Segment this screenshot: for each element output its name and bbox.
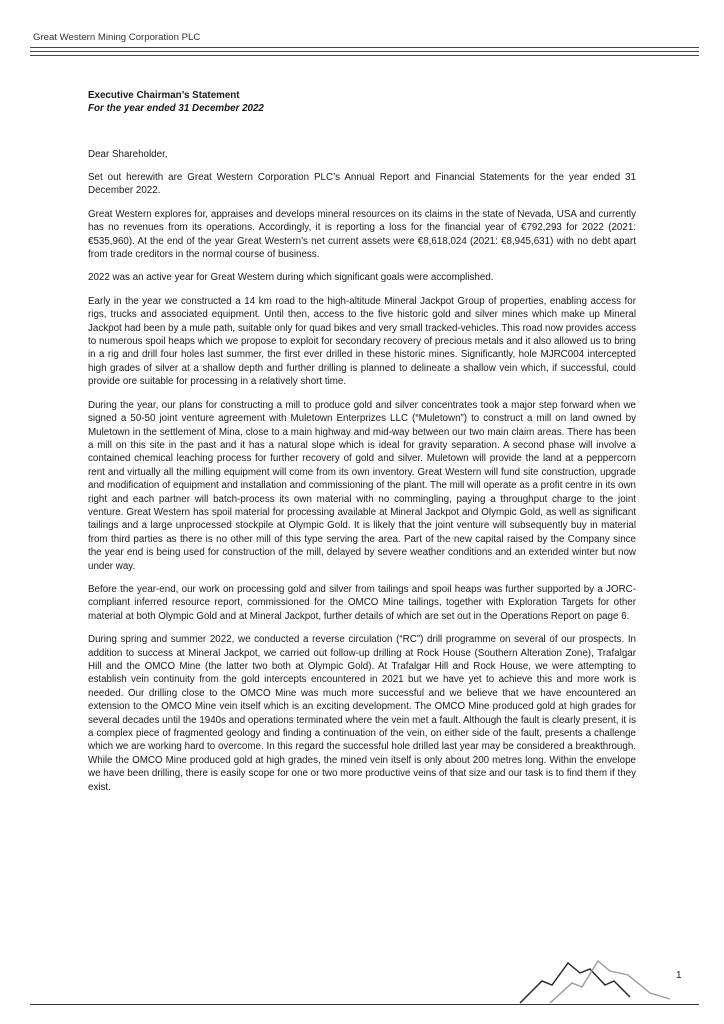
footer-rule xyxy=(30,1004,699,1005)
paragraph: Early in the year we constructed a 14 km road to the high-altitude Mineral Jackpot Group of properties, enabling access for rigs, trucks and associated equipment. Until then, access to the five historic gold and silver mines which make up Mineral Jackpot had been by a mule path, suitable only for quad bikes and very small tracked-vehicles. This road now provides access to numerous spoil heaps which we propose to exploit for secondary recovery of precious metals and it also allowed us to bring in a rig and drill four holes last summer, the first ever drilled in these historic mines. Significantly, hole MJRC004 intercepted high grades of silver at a shallow depth and further drilling is planned to delineate a shallow vein which, if successful, could provide ore suitable for processing in a relatively short time. xyxy=(88,295,636,388)
mountain-logo-icon xyxy=(510,955,700,1007)
statement-title: Executive Chairman’s Statement xyxy=(88,90,240,101)
header-rule-2 xyxy=(30,51,699,52)
salutation: Dear Shareholder, xyxy=(88,149,168,160)
statement-body xyxy=(88,89,636,794)
paragraph: During the year, our plans for constructing a mill to produce gold and silver concentrates took a major step forward when we signed a 50-50 joint venture agreement with Muletown Enterprizes LLC (“Muletown”) to construct a mill on land owned by Muletown in the settlement of Mina, close to a main highway and mid-way between our two main claim areas. There has been a mill on this site in the past and it has a natural slope which is ideal for gravity separation. A second phase will involve a contained chemical leaching process for further recovery of gold and silver. Muletown will provide the land at a peppercorn rent and virtually all the milling equipment will come from its own inventory. Great Western will fund site construction, upgrade and modification of equipment and installation and commissioning of the plant. The mill will operate as a profit centre in its own right and each partner will batch-process its own material with no commingling, paying a throughput charge to the joint venture. Great Western has spoil material for processing available at Mineral Jackpot and Olympic Gold, as well as significant tailings and a large unprocessed stockpile at Olympic Gold. It is likely that the joint venture will subsequently buy in material from third parties as there is no other mill of this type serving the area. Part of the new capital raised by the Company since the year end is being used for construction of the mill, delayed by severe weather conditions and an extended winter but now under way. xyxy=(88,399,636,572)
paragraph: Set out herewith are Great Western Corporation PLC’s Annual Report and Financial Statements for the year ended 31 December 2022. xyxy=(88,172,636,197)
paragraph: Before the year-end, our work on processing gold and silver from tailings and spoil heaps was further supported by a JORC-compliant inferred resource report, commissioned for the OMCO Mine tailings, together with Exploration Targets for other material at both Olympic Gold and at Mineral Jackpot, further details of which are set out in the Operations Report on page 6. xyxy=(88,583,636,622)
paragraph: Great Western explores for, appraises and develops mineral resources on its claims in the state of Nevada, USA and currently has no revenues from its operations. Accordingly, it is reporting a loss for the financial year of €792,293 for 2022 (2021: €535,960). At the end of the year Great Western’s net current assets were €8,618,024 (2021: €8,945,631) with no debt apart from trade creditors in the normal course of business. xyxy=(88,208,636,261)
statement-subtitle: For the year ended 31 December 2022 xyxy=(88,103,264,114)
header-company-name: Great Western Mining Corporation PLC xyxy=(33,32,201,43)
paragraph: During spring and summer 2022, we conducted a reverse circulation (“RC”) drill programme on several of our prospects. In addition to success at Mineral Jackpot, we carried out follow-up drilling at Rock House (Southern Alteration Zone), Trafalgar Hill and the OMCO Mine (the latter two both at Olympic Gold). At Trafalgar Hill and Rock House, we were attempting to establish vein continuity from the gold intercepts encountered in 2021 but we have yet to achieve this and more work is needed. Our drilling close to the OMCO Mine was much more successful and we believe that we have encountered an extension to the OMCO Mine vein itself which is an exciting development. The OMCO Mine produced gold at high grades for several decades until the 1940s and operations terminated where the vein met a fault. Although the fault is clearly present, it is a complex piece of fragmented geology and finding a continuation of the vein, on either side of the fault, presents a challenge which we are working hard to overcome. In this regard the successful hole drilled last year may be considered a breakthrough. While the OMCO Mine produced gold at high grades, the mined vein itself is only about 200 metres long. Within the envelope we have been drilling, there is easily scope for one or two more productive veins of that size and our task is to find them if they exist. xyxy=(88,634,636,793)
page-number: 1 xyxy=(676,970,682,981)
header-rule-3 xyxy=(30,55,699,56)
paragraph: 2022 was an active year for Great Western during which significant goals were accomplished. xyxy=(88,272,494,284)
header-rule-1 xyxy=(30,47,699,48)
